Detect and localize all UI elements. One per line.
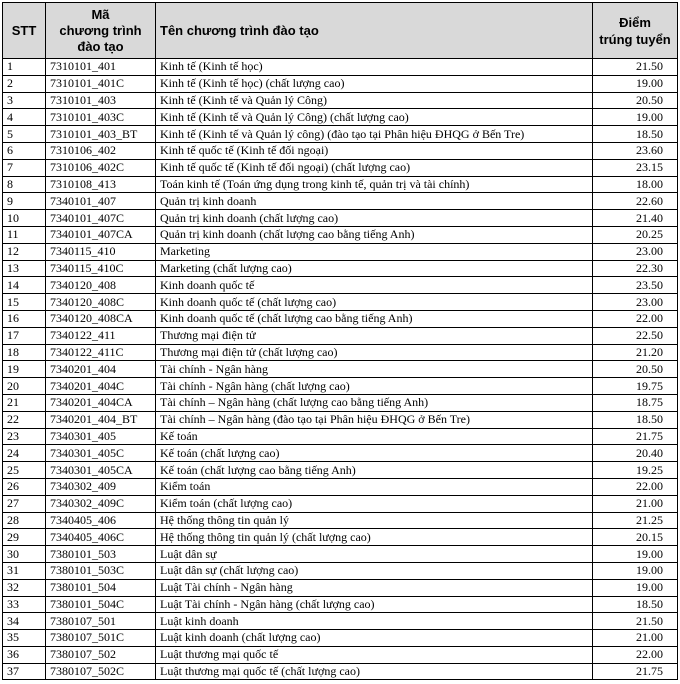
cell-admission-score: 23.60: [593, 142, 678, 159]
cell-admission-score: 18.50: [593, 411, 678, 428]
table-row: [3, 462, 678, 479]
cell-stt: 3: [3, 92, 46, 109]
table-row: [3, 226, 678, 243]
table-row: [3, 344, 678, 361]
cell-program-code: 7340201_404: [46, 361, 156, 378]
cell-program-name: Kinh tế (Kinh tế và Quản lý công) (đào tạo tại Phân hiệu ĐHQG ở Bến Tre): [156, 126, 593, 143]
cell-program-name: Thương mại điện tử (chất lượng cao): [156, 344, 593, 361]
cell-admission-score: 21.00: [593, 630, 678, 647]
cell-admission-score: 19.00: [593, 579, 678, 596]
cell-stt: 2: [3, 75, 46, 92]
cell-admission-score: 22.60: [593, 193, 678, 210]
cell-admission-score: 23.50: [593, 277, 678, 294]
cell-program-code: 7340405_406C: [46, 529, 156, 546]
cell-program-code: 7340115_410: [46, 243, 156, 260]
cell-program-code: 7340302_409C: [46, 495, 156, 512]
cell-program-name: Tài chính – Ngân hàng (chất lượng cao bằng tiếng Anh): [156, 394, 593, 411]
cell-program-code: 7380101_503: [46, 546, 156, 563]
cell-program-code: 7340405_406: [46, 512, 156, 529]
cell-stt: 30: [3, 546, 46, 563]
table-row: [3, 126, 678, 143]
cell-stt: 27: [3, 495, 46, 512]
cell-admission-score: 21.50: [593, 613, 678, 630]
cell-admission-score: 20.15: [593, 529, 678, 546]
cell-admission-score: 22.00: [593, 478, 678, 495]
cell-admission-score: 20.40: [593, 445, 678, 462]
table-row: [3, 428, 678, 445]
cell-stt: 17: [3, 327, 46, 344]
table-row: [3, 193, 678, 210]
cell-stt: 24: [3, 445, 46, 462]
cell-program-name: Hệ thống thông tin quản lý: [156, 512, 593, 529]
cell-stt: 26: [3, 478, 46, 495]
cell-stt: 7: [3, 159, 46, 176]
cell-program-code: 7340201_404CA: [46, 394, 156, 411]
cell-program-name: Luật kinh doanh: [156, 613, 593, 630]
cell-program-name: Quản trị kinh doanh: [156, 193, 593, 210]
cell-program-name: Kinh tế (Kinh tế học) (chất lượng cao): [156, 75, 593, 92]
table-row: [3, 243, 678, 260]
table-row: [3, 159, 678, 176]
cell-admission-score: 19.00: [593, 75, 678, 92]
cell-program-code: 7340122_411C: [46, 344, 156, 361]
cell-admission-score: 21.40: [593, 210, 678, 227]
cell-admission-score: 21.25: [593, 512, 678, 529]
table-row: [3, 445, 678, 462]
cell-stt: 8: [3, 176, 46, 193]
cell-admission-score: 18.50: [593, 596, 678, 613]
table-row: [3, 512, 678, 529]
table-row: [3, 529, 678, 546]
cell-stt: 10: [3, 210, 46, 227]
table-header-row: [3, 3, 678, 59]
cell-stt: 1: [3, 59, 46, 76]
cell-admission-score: 22.00: [593, 310, 678, 327]
table-row: [3, 92, 678, 109]
cell-admission-score: 21.50: [593, 59, 678, 76]
table-row: [3, 394, 678, 411]
header-program-code-line2: chương trình: [59, 22, 142, 38]
table-row: [3, 630, 678, 647]
table-row: [3, 495, 678, 512]
cell-program-name: Kinh tế quốc tế (Kinh tế đối ngoại) (chất lượng cao): [156, 159, 593, 176]
cell-program-code: 7340302_409: [46, 478, 156, 495]
cell-program-code: 7340101_407: [46, 193, 156, 210]
cell-program-code: 7340101_407C: [46, 210, 156, 227]
table-row: [3, 478, 678, 495]
cell-program-code: 7380101_504C: [46, 596, 156, 613]
cell-program-name: Luật Tài chính - Ngân hàng (chất lượng cao): [156, 596, 593, 613]
cell-stt: 20: [3, 378, 46, 395]
table-row: [3, 260, 678, 277]
header-admission-score-line1: Điểm: [619, 14, 651, 30]
cell-stt: 14: [3, 277, 46, 294]
cell-admission-score: 19.75: [593, 378, 678, 395]
cell-program-code: 7310101_403C: [46, 109, 156, 126]
table-row: [3, 613, 678, 630]
cell-stt: 36: [3, 646, 46, 663]
cell-program-name: Kế toán: [156, 428, 593, 445]
table-row: [3, 562, 678, 579]
cell-admission-score: 23.00: [593, 294, 678, 311]
table-row: [3, 294, 678, 311]
cell-stt: 31: [3, 562, 46, 579]
cell-program-code: 7310101_401: [46, 59, 156, 76]
admission-scores-table: [2, 2, 678, 680]
cell-program-name: Tài chính – Ngân hàng (đào tạo tại Phân hiệu ĐHQG ở Bến Tre): [156, 411, 593, 428]
cell-program-code: 7310101_401C: [46, 75, 156, 92]
cell-program-name: Kiểm toán: [156, 478, 593, 495]
cell-stt: 23: [3, 428, 46, 445]
cell-program-name: Kinh doanh quốc tế: [156, 277, 593, 294]
cell-admission-score: 20.25: [593, 226, 678, 243]
cell-stt: 16: [3, 310, 46, 327]
cell-program-name: Tài chính - Ngân hàng (chất lượng cao): [156, 378, 593, 395]
cell-stt: 12: [3, 243, 46, 260]
cell-admission-score: 21.75: [593, 663, 678, 680]
cell-program-code: 7340120_408CA: [46, 310, 156, 327]
cell-program-code: 7340201_404_BT: [46, 411, 156, 428]
cell-program-name: Kinh doanh quốc tế (chất lượng cao bằng tiếng Anh): [156, 310, 593, 327]
cell-program-name: Kinh tế (Kinh tế và Quản lý Công): [156, 92, 593, 109]
table-row: [3, 277, 678, 294]
cell-program-code: 7340120_408C: [46, 294, 156, 311]
cell-admission-score: 20.50: [593, 361, 678, 378]
header-program-code-line1: Mã: [91, 6, 110, 22]
header-stt: STT: [3, 3, 46, 59]
table-row: [3, 378, 678, 395]
cell-admission-score: 21.75: [593, 428, 678, 445]
cell-program-code: 7340122_411: [46, 327, 156, 344]
cell-admission-score: 22.50: [593, 327, 678, 344]
cell-admission-score: 22.00: [593, 646, 678, 663]
cell-program-name: Toán kinh tế (Toán ứng dụng trong kinh tế, quản trị và tài chính): [156, 176, 593, 193]
cell-admission-score: 23.00: [593, 243, 678, 260]
cell-program-name: Marketing: [156, 243, 593, 260]
cell-stt: 35: [3, 630, 46, 647]
cell-program-name: Thương mại điện tử: [156, 327, 593, 344]
table-body: [3, 59, 678, 680]
cell-stt: 18: [3, 344, 46, 361]
cell-stt: 6: [3, 142, 46, 159]
cell-stt: 9: [3, 193, 46, 210]
cell-program-code: 7340201_404C: [46, 378, 156, 395]
cell-admission-score: 21.20: [593, 344, 678, 361]
cell-program-name: Luật thương mại quốc tế: [156, 646, 593, 663]
cell-program-name: Kinh doanh quốc tế (chất lượng cao): [156, 294, 593, 311]
cell-program-code: 7340301_405CA: [46, 462, 156, 479]
cell-admission-score: 18.00: [593, 176, 678, 193]
cell-admission-score: 22.30: [593, 260, 678, 277]
cell-program-code: 7380107_502C: [46, 663, 156, 680]
table-row: [3, 59, 678, 76]
cell-program-name: Kinh tế quốc tế (Kinh tế đối ngoại): [156, 142, 593, 159]
cell-program-name: Kiểm toán (chất lượng cao): [156, 495, 593, 512]
table-row: [3, 663, 678, 680]
cell-program-name: Kế toán (chất lượng cao): [156, 445, 593, 462]
table-row: [3, 546, 678, 563]
cell-program-name: Hệ thống thông tin quản lý (chất lượng cao): [156, 529, 593, 546]
table-row: [3, 75, 678, 92]
cell-stt: 19: [3, 361, 46, 378]
cell-program-name: Luật Tài chính - Ngân hàng: [156, 579, 593, 596]
cell-program-code: 7310101_403_BT: [46, 126, 156, 143]
table-row: [3, 596, 678, 613]
cell-program-code: 7340101_407CA: [46, 226, 156, 243]
cell-program-name: Luật thương mại quốc tế (chất lượng cao): [156, 663, 593, 680]
table-row: [3, 646, 678, 663]
cell-program-code: 7340301_405: [46, 428, 156, 445]
cell-program-code: 7380101_503C: [46, 562, 156, 579]
cell-stt: 4: [3, 109, 46, 126]
header-program-code: [46, 3, 156, 59]
cell-stt: 34: [3, 613, 46, 630]
cell-program-code: 7310106_402C: [46, 159, 156, 176]
cell-admission-score: 19.25: [593, 462, 678, 479]
cell-program-name: Tài chính - Ngân hàng: [156, 361, 593, 378]
cell-admission-score: 20.50: [593, 92, 678, 109]
table-row: [3, 142, 678, 159]
table-row: [3, 109, 678, 126]
cell-program-code: 7380107_501: [46, 613, 156, 630]
cell-admission-score: 19.00: [593, 109, 678, 126]
cell-program-name: Quản trị kinh doanh (chất lượng cao): [156, 210, 593, 227]
cell-admission-score: 18.50: [593, 126, 678, 143]
header-program-name: Tên chương trình đào tạo: [156, 3, 593, 59]
cell-program-code: 7380107_502: [46, 646, 156, 663]
cell-program-code: 7380107_501C: [46, 630, 156, 647]
cell-stt: 21: [3, 394, 46, 411]
cell-program-name: Kinh tế (Kinh tế học): [156, 59, 593, 76]
cell-stt: 32: [3, 579, 46, 596]
cell-stt: 28: [3, 512, 46, 529]
table-row: [3, 411, 678, 428]
cell-program-name: Luật dân sự: [156, 546, 593, 563]
cell-admission-score: 21.00: [593, 495, 678, 512]
cell-program-name: Kế toán (chất lượng cao bằng tiếng Anh): [156, 462, 593, 479]
cell-stt: 13: [3, 260, 46, 277]
cell-admission-score: 23.15: [593, 159, 678, 176]
header-admission-score-line2: trúng tuyển: [599, 31, 671, 47]
cell-stt: 25: [3, 462, 46, 479]
cell-stt: 22: [3, 411, 46, 428]
header-admission-score: [593, 3, 678, 59]
cell-program-name: Luật kinh doanh (chất lượng cao): [156, 630, 593, 647]
cell-admission-score: 18.75: [593, 394, 678, 411]
table-row: [3, 327, 678, 344]
cell-program-code: 7310106_402: [46, 142, 156, 159]
cell-admission-score: 19.00: [593, 546, 678, 563]
cell-program-name: Luật dân sự (chất lượng cao): [156, 562, 593, 579]
header-program-code-line3: đào tạo: [77, 38, 124, 54]
cell-program-code: 7310101_403: [46, 92, 156, 109]
cell-program-code: 7310108_413: [46, 176, 156, 193]
cell-stt: 11: [3, 226, 46, 243]
cell-program-code: 7340301_405C: [46, 445, 156, 462]
cell-stt: 15: [3, 294, 46, 311]
cell-program-name: Marketing (chất lượng cao): [156, 260, 593, 277]
table-row: [3, 361, 678, 378]
cell-stt: 37: [3, 663, 46, 680]
cell-stt: 33: [3, 596, 46, 613]
table-row: [3, 210, 678, 227]
table-row: [3, 176, 678, 193]
cell-admission-score: 19.00: [593, 562, 678, 579]
cell-program-code: 7340115_410C: [46, 260, 156, 277]
cell-program-code: 7340120_408: [46, 277, 156, 294]
cell-stt: 29: [3, 529, 46, 546]
table-row: [3, 310, 678, 327]
table-row: [3, 579, 678, 596]
cell-program-code: 7380101_504: [46, 579, 156, 596]
cell-program-name: Kinh tế (Kinh tế và Quản lý Công) (chất lượng cao): [156, 109, 593, 126]
cell-stt: 5: [3, 126, 46, 143]
cell-program-name: Quản trị kinh doanh (chất lượng cao bằng tiếng Anh): [156, 226, 593, 243]
